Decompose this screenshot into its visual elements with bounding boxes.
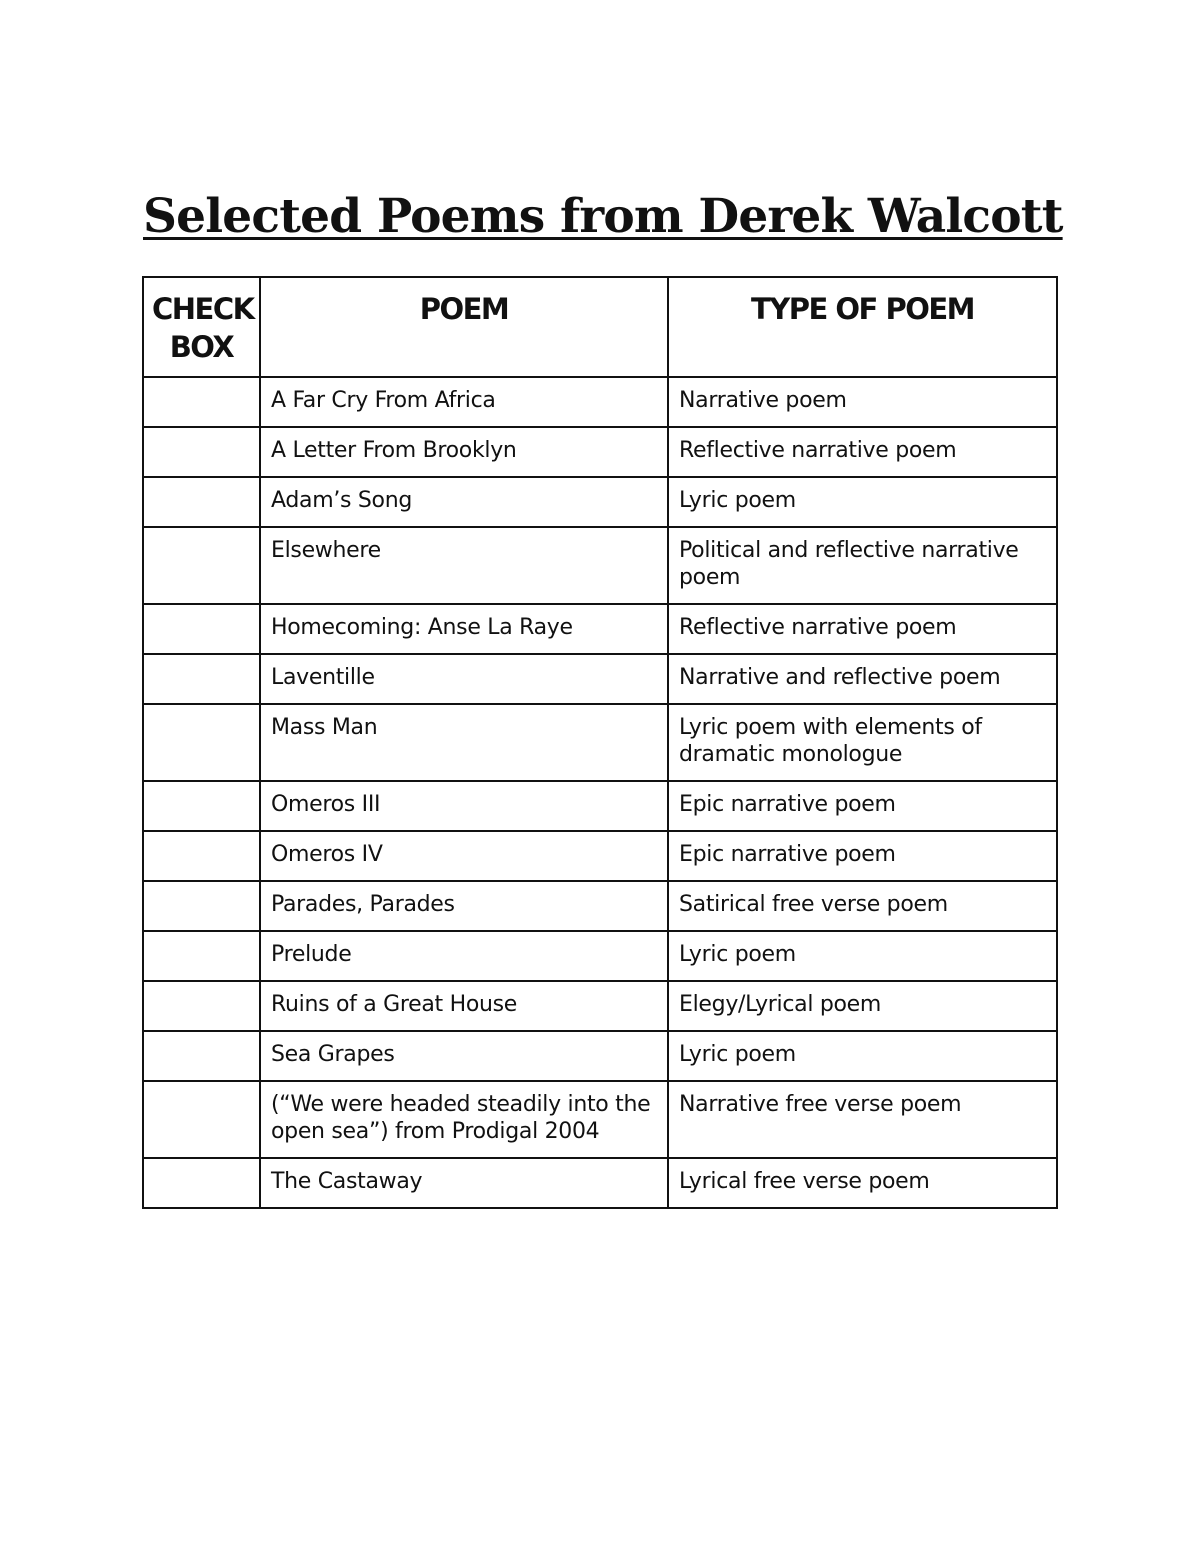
check-box-cell[interactable] <box>143 377 260 427</box>
type-cell: Narrative and reflective poem <box>668 654 1057 704</box>
type-cell: Lyric poem with elements of dramatic monologue <box>668 704 1057 781</box>
table-row <box>143 377 1057 427</box>
table-row <box>143 704 1057 781</box>
poem-cell: Omeros III <box>260 781 668 831</box>
type-cell: Reflective narrative poem <box>668 427 1057 477</box>
poem-cell: Omeros IV <box>260 831 668 881</box>
poem-cell: Homecoming: Anse La Raye <box>260 604 668 654</box>
type-cell: Lyrical free verse poem <box>668 1158 1057 1208</box>
check-box-cell[interactable] <box>143 604 260 654</box>
type-cell: Elegy/Lyrical poem <box>668 981 1057 1031</box>
type-cell: Narrative poem <box>668 377 1057 427</box>
check-box-cell[interactable] <box>143 781 260 831</box>
poem-cell: A Letter From Brooklyn <box>260 427 668 477</box>
type-cell: Epic narrative poem <box>668 781 1057 831</box>
poem-cell: A Far Cry From Africa <box>260 377 668 427</box>
table-row <box>143 1081 1057 1158</box>
table-row <box>143 527 1057 604</box>
poem-cell: Ruins of a Great House <box>260 981 668 1031</box>
header-check-box: CHECK BOX <box>143 277 260 377</box>
check-box-cell[interactable] <box>143 1031 260 1081</box>
header-poem: POEM <box>260 277 668 377</box>
check-box-cell[interactable] <box>143 704 260 781</box>
check-box-cell[interactable] <box>143 831 260 881</box>
poem-cell: Mass Man <box>260 704 668 781</box>
table-row <box>143 1031 1057 1081</box>
check-box-cell[interactable] <box>143 981 260 1031</box>
type-cell: Narrative free verse poem <box>668 1081 1057 1158</box>
poem-cell: Elsewhere <box>260 527 668 604</box>
check-box-cell[interactable] <box>143 654 260 704</box>
check-box-cell[interactable] <box>143 931 260 981</box>
check-box-cell[interactable] <box>143 477 260 527</box>
type-cell: Lyric poem <box>668 1031 1057 1081</box>
table-row <box>143 981 1057 1031</box>
poem-cell: Adam’s Song <box>260 477 668 527</box>
check-box-cell[interactable] <box>143 881 260 931</box>
type-cell: Lyric poem <box>668 477 1057 527</box>
check-box-cell[interactable] <box>143 1158 260 1208</box>
type-cell: Political and reflective narrative poem <box>668 527 1057 604</box>
table-row <box>143 781 1057 831</box>
table-header-row <box>143 277 1057 377</box>
page-title: Selected Poems from Derek Walcott <box>143 189 1063 244</box>
poem-cell: The Castaway <box>260 1158 668 1208</box>
poem-cell: (“We were headed steadily into the open sea”) from Prodigal 2004 <box>260 1081 668 1158</box>
poems-table <box>142 276 1058 1209</box>
table-row <box>143 604 1057 654</box>
type-cell: Lyric poem <box>668 931 1057 981</box>
table-row <box>143 654 1057 704</box>
poem-cell: Sea Grapes <box>260 1031 668 1081</box>
check-box-cell[interactable] <box>143 1081 260 1158</box>
type-cell: Satirical free verse poem <box>668 881 1057 931</box>
type-cell: Epic narrative poem <box>668 831 1057 881</box>
poem-cell: Laventille <box>260 654 668 704</box>
type-cell: Reflective narrative poem <box>668 604 1057 654</box>
table-row <box>143 831 1057 881</box>
header-type-of-poem: TYPE OF POEM <box>668 277 1057 377</box>
table-row <box>143 881 1057 931</box>
poem-cell: Parades, Parades <box>260 881 668 931</box>
check-box-cell[interactable] <box>143 427 260 477</box>
table-row <box>143 427 1057 477</box>
table-row <box>143 477 1057 527</box>
poem-cell: Prelude <box>260 931 668 981</box>
check-box-cell[interactable] <box>143 527 260 604</box>
table-row <box>143 931 1057 981</box>
table-row <box>143 1158 1057 1208</box>
